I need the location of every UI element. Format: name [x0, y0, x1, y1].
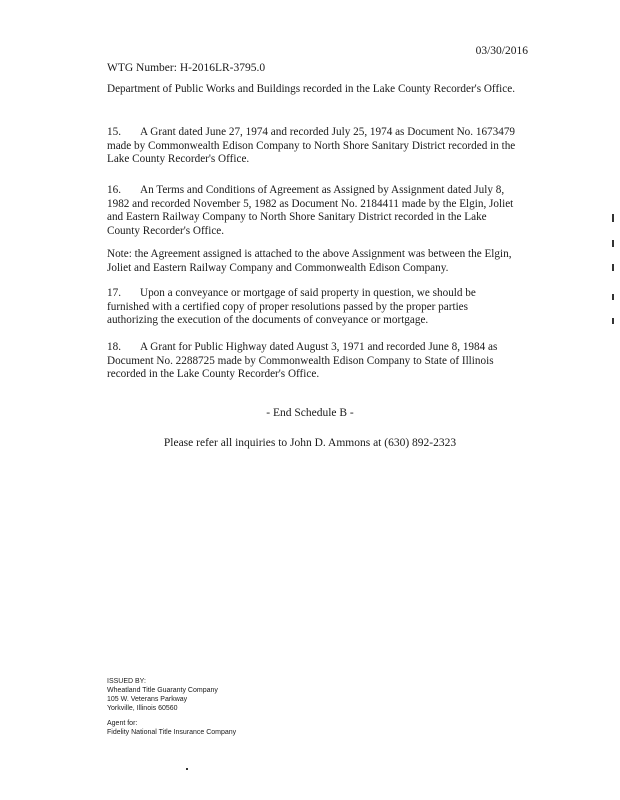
note-paragraph: Note: the Agreement assigned is attached to the above Assignment was between the Elgin, Joliet and Eastern Railway Company and Commonwealth Edison Company.: [107, 248, 512, 274]
scan-speck: [612, 240, 614, 247]
item-text: An Terms and Conditions of Agreement as Assigned by Assignment dated July 8, 1982 and recorded November 5, 1982 as Document No. 2184411 made by the Elgin, Joliet and Eastern Railway Company to North Shore Sanitary District recorded in the Lake County Recorder's Office.: [107, 184, 514, 237]
item-number: 18.: [107, 341, 121, 353]
scan-speck: [612, 318, 614, 324]
issued-by-block: [107, 677, 218, 713]
item-text: A Grant dated June 27, 1974 and recorded July 25, 1974 as Document No. 1673479 made by Commonwealth Edison Company to North Shore Sanitary District recorded in the Lake County Recorder's Office.: [107, 126, 516, 166]
inquiry-line: Please refer all inquiries to John D. Ammons at (630) 892-2323: [163, 437, 457, 449]
schedule-item-18: [107, 341, 517, 382]
scan-speck: [612, 214, 614, 222]
item-number: 15.: [107, 126, 121, 138]
agent-for-block: [107, 719, 236, 737]
item-number: 17.: [107, 287, 121, 299]
item-number: 16.: [107, 184, 121, 196]
scan-speck: [186, 768, 188, 770]
item-text: A Grant for Public Highway dated August 3, 1971 and recorded June 8, 1984 as Document No. 2288725 made by Commonwealth Edison Company to State of Illinois recorded in the Lake County Recorder's Office.: [107, 341, 498, 381]
issued-by-label: ISSUED BY:: [107, 678, 146, 685]
schedule-item-15: [107, 126, 517, 167]
schedule-item-17: [107, 287, 517, 328]
issuer-city: Yorkville, Illinois 60560: [107, 705, 178, 712]
schedule-item-16: [107, 184, 517, 238]
issuer-company: Wheatland Title Guaranty Company: [107, 687, 218, 694]
continuation-paragraph: Department of Public Works and Buildings recorded in the Lake County Recorder's Office.: [107, 83, 516, 95]
agent-for-label: Agent for:: [107, 720, 138, 727]
issuer-address: 105 W. Veterans Parkway: [107, 696, 188, 703]
scan-speck: [612, 294, 614, 300]
underwriter-company: Fidelity National Title Insurance Company: [107, 729, 237, 736]
scan-speck: [612, 264, 614, 271]
item-text: Upon a conveyance or mortgage of said property in question, we should be furnished with a certified copy of proper resolutions passed by the proper parties authorizing the execution of the documents of conveyance or mortgage.: [107, 287, 476, 327]
document-date: 03/30/2016: [475, 45, 528, 57]
end-schedule-marker: - End Schedule B -: [266, 407, 354, 419]
order-number: WTG Number: H-2016LR-3795.0: [107, 62, 266, 74]
